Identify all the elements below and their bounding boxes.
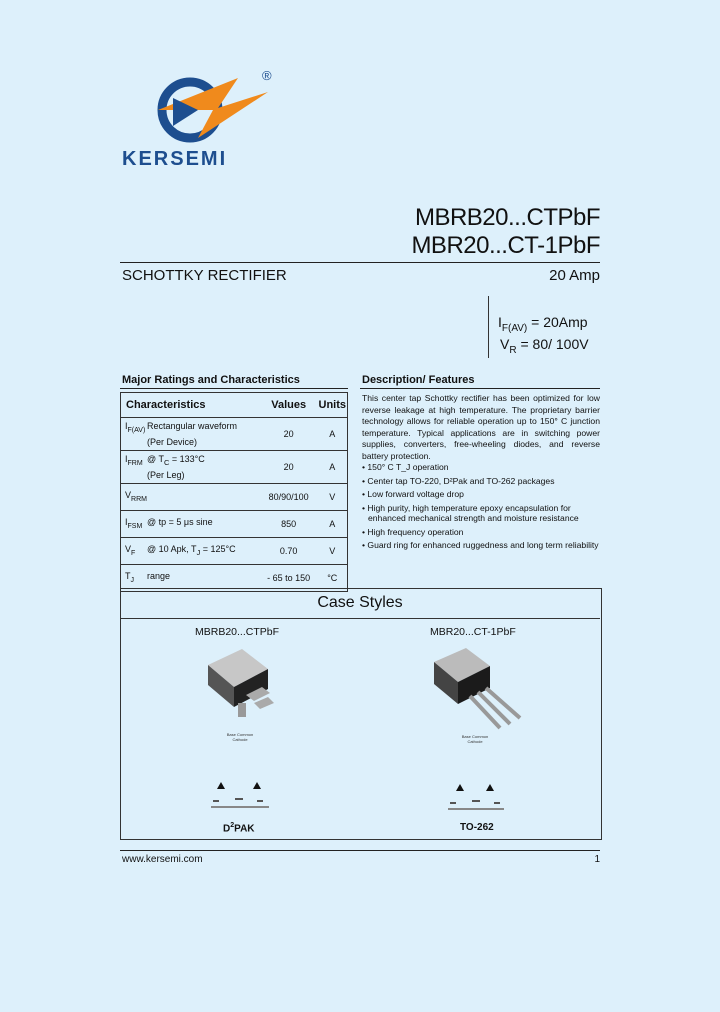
row-unit: A — [318, 511, 348, 538]
description-heading: Description/ Features — [362, 374, 475, 386]
list-item: • High frequency operation — [362, 526, 464, 537]
row-unit: °C — [318, 565, 348, 592]
row-value: 0.70 — [260, 538, 318, 565]
list-item: • Low forward voltage drop — [362, 489, 464, 499]
footer-rule — [120, 850, 600, 851]
table-row — [121, 511, 348, 538]
d2pak-package-image — [200, 645, 290, 725]
column-header: Values — [260, 393, 318, 418]
package-name-2: TO-262 — [460, 822, 494, 833]
spec-vr: $V_R = 80/$ 100V — [500, 336, 589, 356]
row-parameter: $I_{F(AV)}$ Rectangular waveform (Per Device) — [121, 418, 260, 451]
footer-website[interactable]: www.kersemi.com — [122, 854, 203, 865]
ratings-table — [120, 392, 348, 592]
row-value: 850 — [260, 511, 318, 538]
row-unit: V — [318, 538, 348, 565]
part-number-2: MBR20...CT-1PbF — [411, 232, 600, 259]
to262-pin-diagram — [440, 780, 510, 820]
brand-name: KERSEMI — [122, 148, 228, 170]
row-value: 20 — [260, 451, 318, 484]
part-number-1: MBRB20...CTPbF — [414, 204, 600, 231]
description-heading-rule — [360, 388, 600, 389]
table-header-row — [121, 393, 348, 418]
ratings-heading-rule — [120, 388, 348, 389]
package-part-2: MBR20...CT-1PbF — [430, 626, 516, 638]
product-type: SCHOTTKY RECTIFIER — [122, 267, 287, 284]
column-header: Characteristics — [121, 393, 260, 418]
package-name-1: $D^2PAK$ — [223, 822, 255, 835]
d2pak-pin-diagram — [205, 778, 275, 818]
list-item: • Guard ring for enhanced ruggedness and long term reliability — [362, 540, 599, 550]
list-item: • Center tap TO-220, D²Pak and TO-262 packages — [362, 475, 555, 486]
row-parameter: $I_{FSM}$ @ tp = 5 μs sine — [121, 511, 260, 538]
to262-pin-note: Base Common Cathode — [461, 734, 489, 744]
spec-if: $I_{F(AV)} = 20Amp$ — [498, 314, 588, 334]
row-parameter: $V_F$ @ 10 Apk, $T_J = 125^\circ C$ — [121, 538, 260, 565]
package-part-1: MBRB20...CTPbF — [195, 626, 280, 638]
current-rating: 20 Amp — [549, 267, 600, 284]
row-value: 20 — [260, 418, 318, 451]
table-row — [121, 451, 348, 484]
case-styles-title: Case Styles — [120, 588, 600, 619]
row-parameter: $I_{FRM}$ @ $T_C = 133^\circ C$ (Per Leg) — [121, 451, 260, 484]
row-unit: A — [318, 418, 348, 451]
row-parameter: $V_{RRM}$ — [121, 484, 260, 511]
column-header: Units — [318, 393, 348, 418]
row-unit: V — [318, 484, 348, 511]
list-item: • 150° C T_J operation — [362, 462, 449, 472]
page-number: 1 — [594, 854, 600, 865]
description-body: This center tap Schottky rectifier has been optimized for low reverse leakage at high temperature. The proprietary barrier technology allows for reliable operation up to 150° C junction temperature. Typical applications are in switching power supplies, converters, free-wheeling diodes, and reverse battery protection. — [362, 393, 600, 461]
row-parameter: $T_J$ range — [121, 565, 260, 592]
row-value: - 65 to 150 — [260, 565, 318, 592]
d2pak-pin-note: Base Common Cathode — [226, 732, 254, 742]
table-row — [121, 418, 348, 451]
row-unit: A — [318, 451, 348, 484]
feature-list — [362, 462, 600, 554]
row-value: 80/90/100 — [260, 484, 318, 511]
ratings-heading: Major Ratings and Characteristics — [122, 374, 300, 386]
list-item: • High purity, high temperature epoxy encapsulation for enhanced mechanical strength and moisture resistance — [362, 502, 579, 523]
header-rule — [120, 262, 600, 263]
table-row — [121, 484, 348, 511]
to262-package-image — [430, 640, 530, 735]
table-row — [121, 538, 348, 565]
registered-mark: ® — [262, 68, 272, 83]
